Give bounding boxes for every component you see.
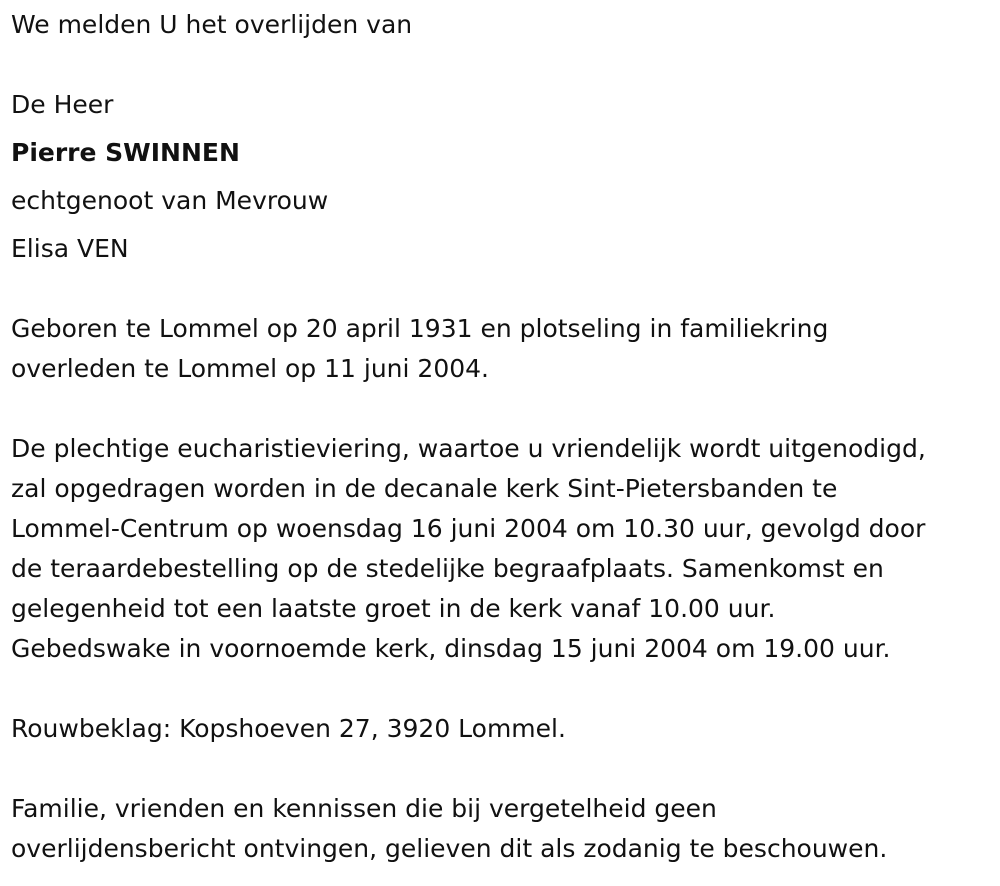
deceased-name: Pierre SWINNEN	[11, 138, 240, 167]
salutation: De Heer	[11, 90, 114, 119]
birth-death-line: overleden te Lommel op 11 juni 2004.	[11, 354, 489, 383]
ceremony-line: Gebedswake in voornoemde kerk, dinsdag 15 juni 2004 om 19.00 uur.	[11, 634, 891, 663]
condolence-address: Rouwbeklag: Kopshoeven 27, 3920 Lommel.	[11, 714, 566, 743]
ceremony-line: Lommel-Centrum op woensdag 16 juni 2004 om 10.30 uur, gevolgd door	[11, 514, 926, 543]
spouse-name: Elisa VEN	[11, 234, 129, 263]
ceremony-line: zal opgedragen worden in de decanale kerk Sint-Pietersbanden te	[11, 474, 838, 503]
spouse-line: echtgenoot van Mevrouw	[11, 186, 329, 215]
closing-line: Familie, vrienden en kennissen die bij vergetelheid geen	[11, 794, 717, 823]
birth-death-line: Geboren te Lommel op 20 april 1931 en plotseling in familiekring	[11, 314, 829, 343]
intro-text: We melden U het overlijden van	[11, 10, 413, 39]
ceremony-line: gelegenheid tot een laatste groet in de kerk vanaf 10.00 uur.	[11, 594, 776, 623]
ceremony-line: De plechtige eucharistieviering, waartoe u vriendelijk wordt uitgenodigd,	[11, 434, 926, 463]
ceremony-line: de teraardebestelling op de stedelijke begraafplaats. Samenkomst en	[11, 554, 884, 583]
closing-line: overlijdensbericht ontvingen, gelieven dit als zodanig te beschouwen.	[11, 834, 888, 863]
